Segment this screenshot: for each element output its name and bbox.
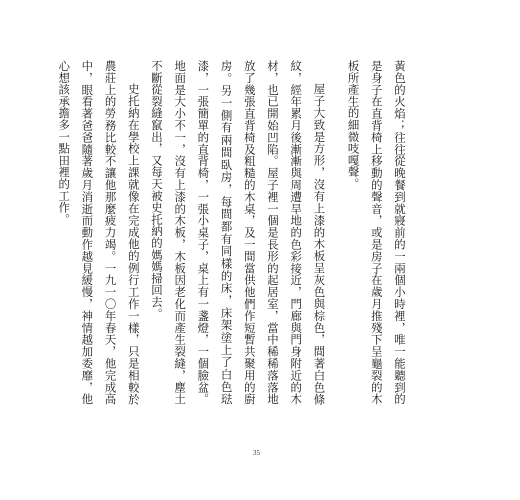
paragraph-3: 史托納在學校上課就像在完成他的例行工作一樣，只是相較於農莊上的勞務比較不讓他那麼疲力竭。一九一〇年春天，他完成高中，眼看著爸爸隨著歲月消逝而動作越見緩慢，神情越加委靡，他心想該承擔多一點田裡的工作。	[57, 60, 141, 405]
page-number: 35	[253, 449, 260, 457]
paragraph-1: 黃色的火焰；往往從晚餐到就寢前的一兩個小時裡，唯一能聽到的是身子在直背椅上移動的聲音，或是房子在歲月推殘下呈龜裂的木板所產生的細微吱嘎聲。	[346, 60, 407, 405]
paragraph-2: 屋子大致是方形，沒有上漆的木板呈灰色與棕色，間著白色條紋，經年累月後漸漸與周遭旱地的色彩接近，門廊與門身附近的木材，也已開始凹陷。屋子裡一個是長形的起居室，當中稀稀落落地放了幾張直背椅及粗糙的木桌，及一間當供他們作短暫共聚用的廚房。另一側有兩間臥房，每間都有同樣的床，床架塗上了白色琺漆，一張簡單的直背椅，一張小桌子，桌上有一盞燈，一個臉盆。地面是大小不一，沒有上漆的木板，木板因老化而產生裂縫，塵土不斷從裂縫竄出，又每天被史托納的媽媽掃回去。	[149, 60, 327, 405]
vertical-text-block	[52, 60, 422, 405]
